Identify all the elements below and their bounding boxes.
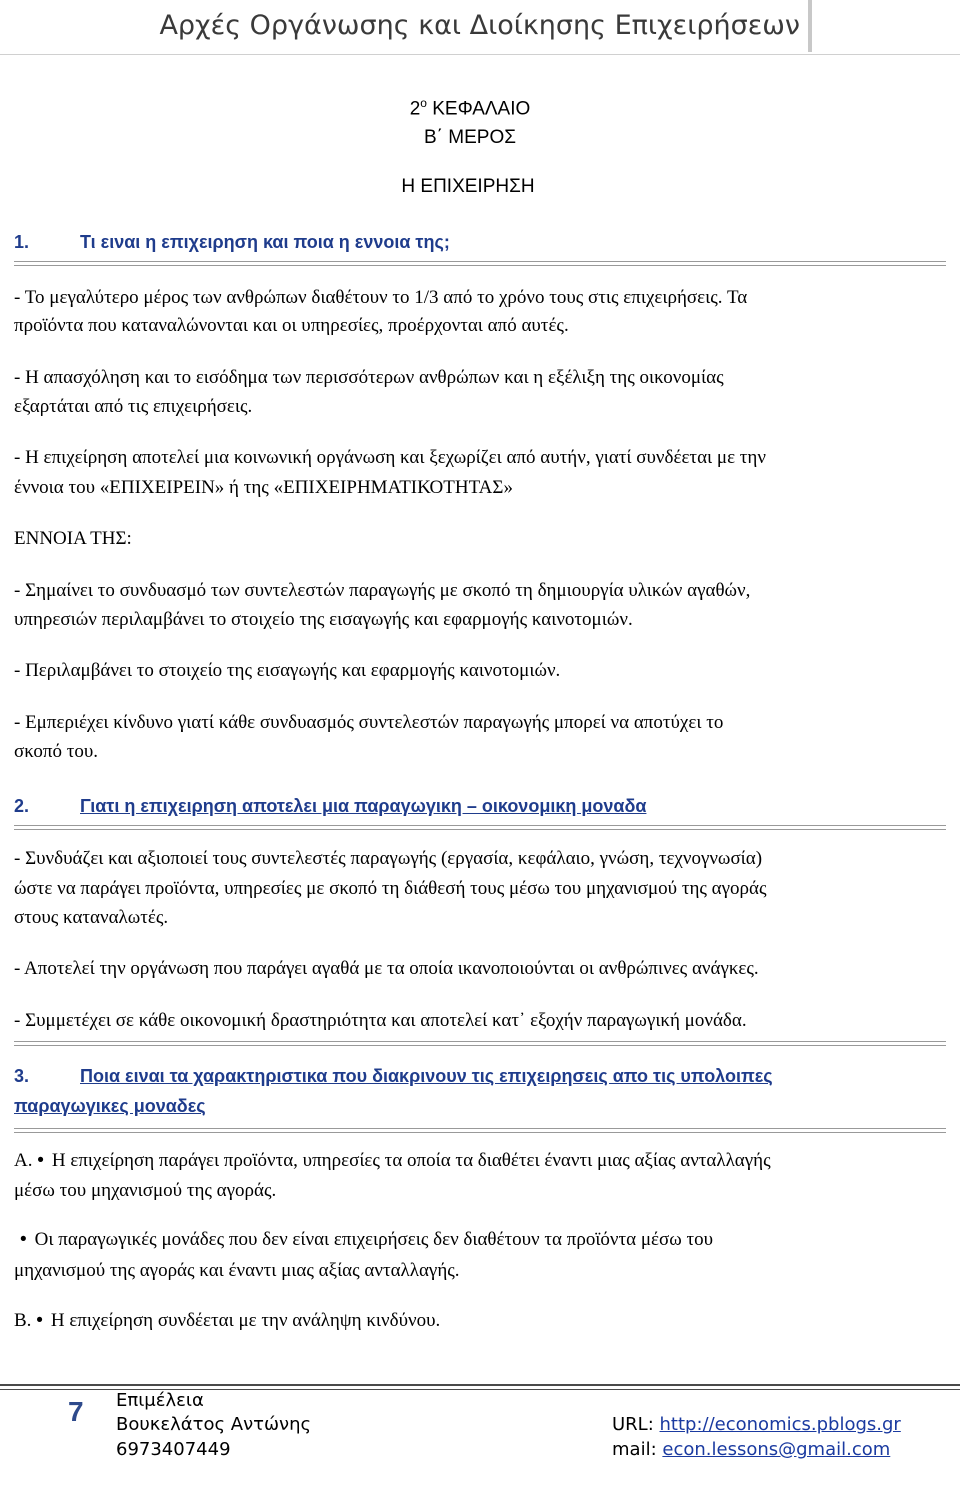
paragraph-line: - Αποτελεί την οργάνωση που παράγει αγαθά με τα οποία ικανοποιούνται οι ανθρώπινες ανάγκες. bbox=[14, 958, 759, 979]
section-divider bbox=[14, 1128, 946, 1133]
chapter-heading bbox=[0, 96, 940, 120]
paragraph-line: - Περιλαμβάνει το στοιχείο της εισαγωγής και εφαρμογής καινοτομιών. bbox=[14, 660, 561, 681]
section-1-heading bbox=[14, 232, 450, 253]
section-2-heading bbox=[14, 796, 646, 817]
bullet-icon: • bbox=[20, 1229, 27, 1250]
section-1-number: 1. bbox=[14, 232, 30, 252]
paragraph-line: - Η επιχείρηση αποτελεί μια κοινωνική οργάνωση και ξεχωρίζει από αυτήν, γιατί συνδέεται με την bbox=[14, 447, 766, 468]
page-header bbox=[0, 0, 960, 60]
section-3-title-line1: Ποια ειναι τα χαρακτηριστικα που διακρινουν τις επιχειρησεις απο τις υπολοιπες bbox=[80, 1066, 773, 1086]
url-label: URL: bbox=[612, 1414, 654, 1435]
paragraph-line: εξαρτάται από τις επιχειρήσεις. bbox=[14, 396, 253, 417]
paragraph-line: - Εμπεριέχει κίνδυνο γιατί κάθε συνδυασμός συντελεστών παραγωγής μπορεί να αποτύχει το bbox=[14, 712, 724, 733]
paragraph-line: στους καταναλωτές. bbox=[14, 907, 169, 928]
footer-url bbox=[612, 1414, 901, 1435]
chapter-part: Β΄ ΜΕΡΟΣ bbox=[424, 127, 516, 148]
chapter-number: 2 bbox=[409, 98, 421, 120]
paragraph-line: έννοια του «ΕΠΙΧΕΙΡΕΙΝ» ή της «ΕΠΙΧΕΙΡΗΜΑΤΙΚΟΤΗΤΑΣ» bbox=[14, 477, 513, 498]
bullet-icon: • bbox=[36, 1310, 43, 1331]
section-1-title: Τι ειναι η επιχειρηση και ποια η εννοια της; bbox=[80, 232, 450, 252]
paragraph-line: - Το μεγαλύτερο μέρος των ανθρώπων διαθέτουν το 1/3 από το χρόνο τους στις επιχειρήσεις. Τα bbox=[14, 287, 748, 308]
paragraph-line: - Συνδυάζει και αξιοποιεί τους συντελεστές παραγωγής (εργασία, κεφάλαιο, γνώση, τεχνογνωσία) bbox=[14, 848, 763, 869]
chapter-number-sup: ο bbox=[420, 96, 427, 110]
concept-label: ΕΝΝΟΙΑ ΤΗΣ: bbox=[14, 528, 132, 549]
section-3-heading-cont bbox=[14, 1096, 206, 1117]
feature-a-text: Η επιχείρηση παράγει προϊόντα, υπηρεσίες τα οποία τα διαθέτει έναντι μιας αξίας ανταλλαγής bbox=[51, 1150, 771, 1171]
section-divider bbox=[14, 1041, 946, 1046]
mail-link[interactable]: econ.lessons@gmail.com bbox=[662, 1439, 891, 1460]
url-link[interactable]: http://economics.pblogs.gr bbox=[659, 1414, 901, 1435]
paragraph-line: υπηρεσιών περιλαμβάνει το στοιχείο της εισαγωγής και εφαρμογής καινοτομιών. bbox=[14, 609, 633, 630]
header-rule bbox=[0, 54, 960, 55]
bullet-icon: • bbox=[37, 1150, 44, 1171]
paragraph-line: ώστε να παράγει προϊόντα, υπηρεσίες με σκοπό τη διάθεσή τους μέσω του μηχανισμού της αγοράς bbox=[14, 878, 767, 899]
paragraph-line: - Η απασχόληση και το εισόδημα των περισσότερων ανθρώπων και η εξέλιξη της οικονομίας bbox=[14, 367, 724, 388]
paragraph-line: - Σημαίνει το συνδυασμό των συντελεστών παραγωγής με σκοπό τη δημιουργία υλικών αγαθών, bbox=[14, 580, 751, 601]
paragraph-line: προϊόντα που καταναλώνονται και οι υπηρεσίες, προέρχονται από αυτές. bbox=[14, 315, 569, 336]
paragraph-line: μέσω του μηχανισμού της αγοράς. bbox=[14, 1180, 277, 1201]
document-title: Αρχές Οργάνωσης και Διοίκησης Επιχειρήσεων bbox=[159, 10, 800, 41]
section-3-number: 3. bbox=[14, 1066, 30, 1086]
feature-a-label: Α. bbox=[14, 1150, 33, 1171]
mail-label: mail: bbox=[612, 1439, 657, 1460]
chapter-word: ΚΕΦΑΛΑΙΟ bbox=[426, 98, 531, 120]
header-separator bbox=[808, 0, 812, 52]
feature-a bbox=[14, 1150, 946, 1172]
author-name: Βουκελάτος Αντώνης bbox=[116, 1414, 312, 1435]
section-3-heading bbox=[14, 1066, 773, 1087]
section-3-title-line2: παραγωγικες μοναδες bbox=[14, 1096, 206, 1116]
feature-b-label: Β. bbox=[14, 1310, 32, 1331]
feature-a-sub bbox=[14, 1229, 946, 1251]
footer-rule bbox=[0, 1384, 960, 1386]
paragraph-line: - Συμμετέχει σε κάθε οικονομική δραστηριότητα και αποτελεί κατ᾽ εξοχήν παραγωγική μονάδα. bbox=[14, 1010, 747, 1031]
credit-label: Επιμέλεια bbox=[116, 1390, 204, 1411]
section-divider bbox=[14, 261, 946, 266]
section-divider bbox=[14, 825, 946, 830]
paragraph-line: μηχανισμού της αγοράς και έναντι μιας αξίας ανταλλαγής. bbox=[14, 1260, 460, 1281]
section-2-title: Γιατι η επιχειρηση αποτελει μια παραγωγικη – οικονομικη μοναδα bbox=[80, 796, 647, 816]
section-2-number: 2. bbox=[14, 796, 30, 816]
footer-mail bbox=[612, 1439, 890, 1460]
feature-b-text: Η επιχείρηση συνδέεται με την ανάληψη κινδύνου. bbox=[50, 1310, 441, 1331]
feature-b bbox=[14, 1310, 946, 1332]
author-phone: 6973407449 bbox=[116, 1439, 231, 1460]
feature-a-sub-text: Οι παραγωγικές μονάδες που δεν είναι επιχειρήσεις δεν διαθέτουν τα προϊόντα μέσω του bbox=[34, 1229, 714, 1250]
page-number: 7 bbox=[68, 1396, 84, 1427]
paragraph-line: σκοπό του. bbox=[14, 741, 99, 762]
chapter-topic: Η ΕΠΙΧΕΙΡΗΣΗ bbox=[401, 176, 535, 197]
